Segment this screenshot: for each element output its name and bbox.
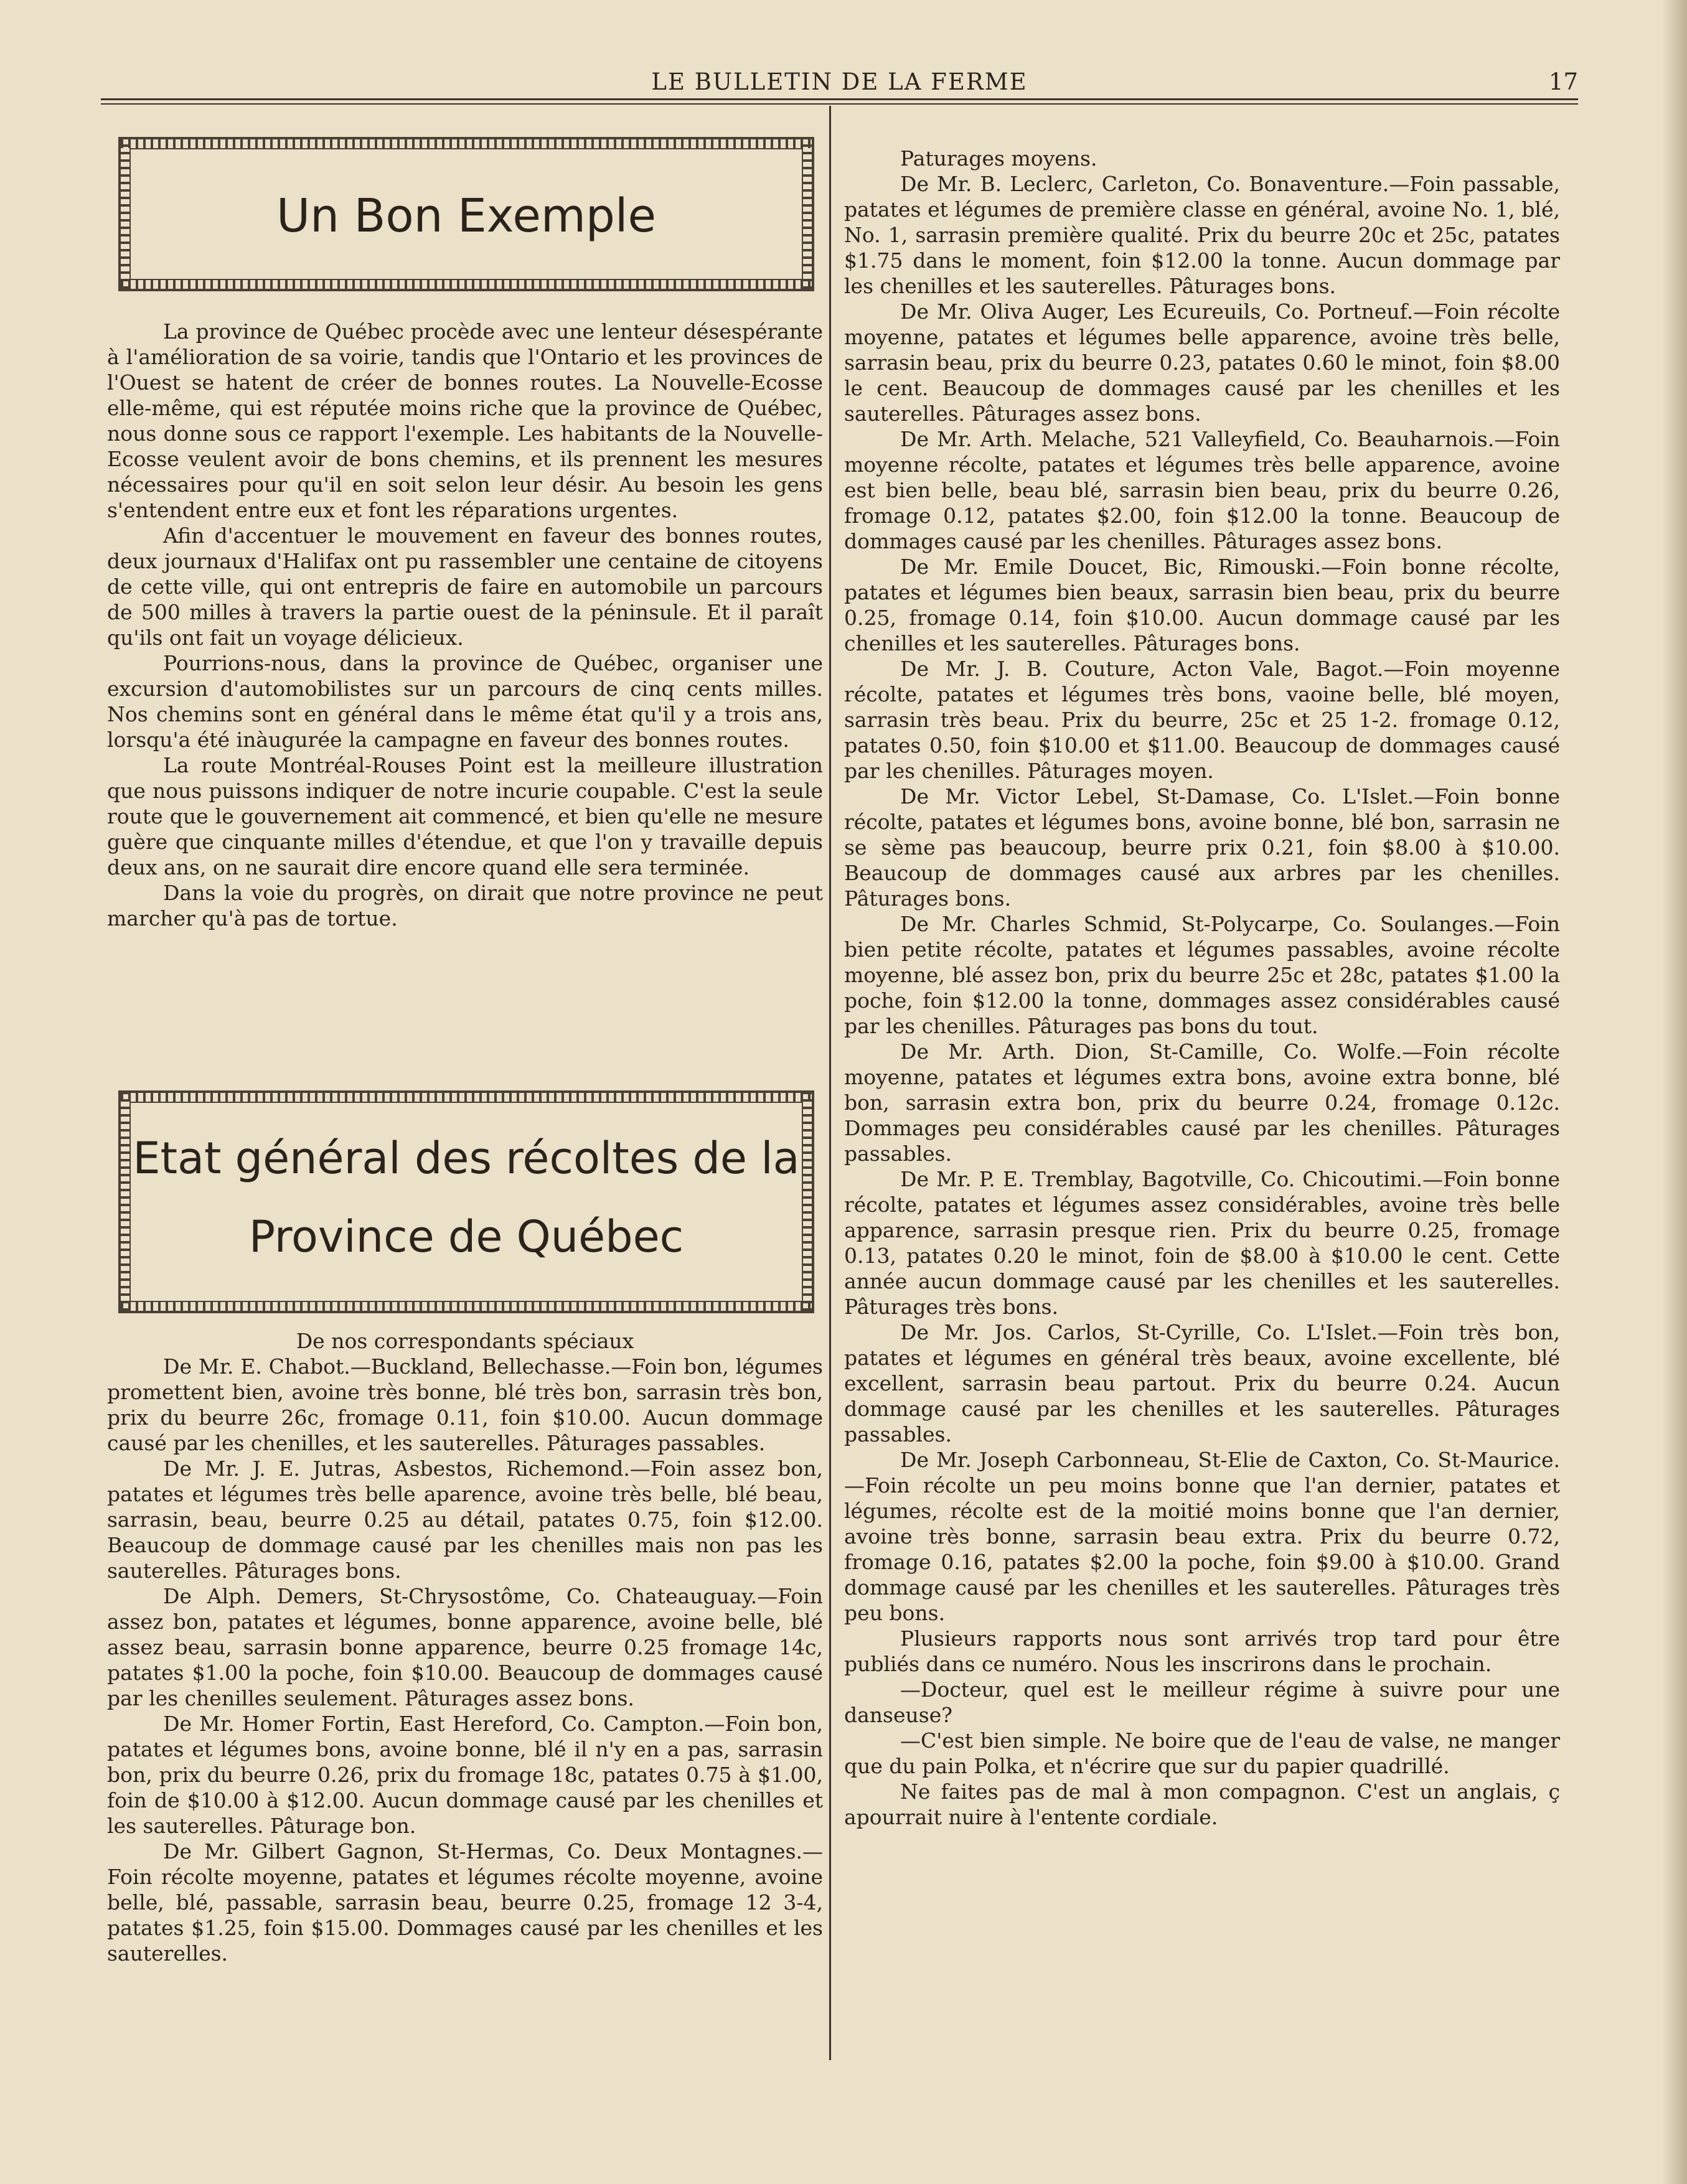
report-paragraph: De Mr. Jos. Carlos, St-Cyrille, Co. L'Islet.—Foin très bon, patates et légumes en général très beaux, avoine excellente, blé excellent, sarrasin beau partout. Prix du beurre 0.24. Aucun dommage causé par les chenilles et les sauterelles. Pâturages passables. — [844, 1320, 1560, 1446]
article-body-recoltes-left — [107, 1328, 823, 1966]
report-paragraph: De Mr. Gilbert Gagnon, St-Hermas, Co. Deux Montagnes.—Foin récolte moyenne, patates et légumes récolte moyenne, avoine belle, blé, passable, sarrasin beau, beurre 0.25, fromage 12 3-4, patates $1.25, foin $15.00. Dommages causé par les chenilles et les sauterelles. — [107, 1839, 823, 1966]
report-paragraph: Paturages moyens. — [900, 146, 1097, 171]
paragraph: Dans la voie du progrès, on dirait que notre province ne peut marcher qu'à pas de tortue. — [107, 881, 823, 930]
publication-title: LE BULLETIN DE LA FERME — [651, 68, 1028, 95]
column-divider — [829, 106, 831, 2060]
header-rule-thin — [101, 103, 1578, 105]
report-paragraph: De Mr. P. E. Tremblay, Bagotville, Co. Chicoutimi.—Foin bonne récolte, patates et légumes assez considérables, avoine très belle apparence, sarrasin presque rien. Prix du beurre 0.25, fromage 0.13, patates 0.20 le minot, foin de $8.00 à $10.00 le cent. Cette année aucun dommage causé par les chenilles et les sauterelles. Pâturages très bons. — [844, 1167, 1560, 1319]
report-paragraph: De Alph. Demers, St-Chrysostôme, Co. Chateauguay.—Foin assez bon, patates et légumes, bonne apparence, avoine belle, blé assez beau, sarrasin bonne apparence, beurre 0.25 fromage 14c, patates $1.00 la poche, foin $10.00. Beaucoup de dommages causé par les chenilles seulement. Pâturages assez bons. — [107, 1584, 823, 1710]
report-paragraph: De Mr. J. B. Couture, Acton Vale, Bagot.—Foin moyenne récolte, patates et légumes très bons, vaoine belle, blé moyen, sarrasin très beau. Prix du beurre, 25c et 25 1-2. fromage 0.12, patates 0.50, foin $10.00 et $11.00. Beaucoup de dommages causé par les chenilles. Pâturages moyen. — [844, 657, 1560, 783]
report-paragraph: De Mr. Homer Fortin, East Hereford, Co. Campton.—Foin bon, patates et légumes bons, avoine bonne, blé il n'y en a pas, sarrasin bon, prix du beurre 0.26, prix du fromage 18c, patates 0.75 à $1.00, foin de $10.00 à $12.00. Aucun dommage causé par les chenilles et les sauterelles. Pâturage bon. — [107, 1712, 823, 1838]
report-paragraph: De Mr. Charles Schmid, St-Polycarpe, Co. Soulanges.—Foin bien petite récolte, patates et légumes passables, avoine récolte moyenne, blé assez bon, prix du beurre 25c et 28c, patates $1.00 la poche, foin $12.00 la tonne, dommages assez considérables causé par les chenilles. Pâturages pas bons du tout. — [844, 912, 1560, 1038]
paragraph: Pourrions-nous, dans la province de Québec, organiser une excursion d'automobilistes sur un parcours de cinq cents milles. Nos chemins sont en général dans le même état qu'il y a trois ans, lorsqu'a été inàugurée la campagne en faveur des bonnes routes. — [107, 651, 823, 752]
joke-paragraph: Ne faites pas de mal à mon compagnon. C'est un anglais, ç apourrait nuire à l'entente cordiale. — [844, 1779, 1560, 1829]
article-title: Un Bon Exemple — [276, 189, 656, 243]
article-title-line1: Etat général des récoltes de la — [133, 1133, 800, 1184]
closing-note: Plusieurs rapports nous sont arrivés trop tard pour être publiés dans ce numéro. Nous les inscrirons dans le prochain. — [844, 1626, 1560, 1676]
article-body-recoltes-right — [844, 146, 1560, 1830]
report-paragraph: De Mr. J. E. Jutras, Asbestos, Richemond.—Foin assez bon, patates et légumes très belle aparence, avoine très belle, blé beau, sarrasin, beau, beurre 0.25 au détail, patates 0.75, foin $12.00. Beaucoup de dommage causé par les chenilles mais non pas les sauterelles. Pâturages bons. — [107, 1456, 823, 1583]
report-paragraph: De Mr. B. Leclerc, Carleton, Co. Bonaventure.—Foin passable, patates et légumes de première classe en général, avoine No. 1, blé, No. 1, sarrasin première qualité. Prix du beurre 20c et 25c, patates $1.75 dans le moment, foin $12.00 la tonne. Aucun dommage par les chenilles et les sauterelles. Pâturages bons. — [844, 172, 1560, 298]
article-subtitle: De nos correspondants spéciaux — [296, 1329, 634, 1353]
paragraph: La route Montréal-Rouses Point est la meilleure illustration que nous puissons indiquer de notre incurie coupable. C'est la seule route que le gouvernement ait commencé, et bien qu'elle ne mesure guère que cinquante milles d'étendue, et que l'on y travaille depuis deux ans, on ne saurait dire encore quand elle sera terminée. — [107, 753, 823, 879]
title-box-un-bon-exemple — [118, 137, 814, 291]
report-paragraph: De Mr. Arth. Melache, 521 Valleyfield, Co. Beauharnois.—Foin moyenne récolte, patates et légumes très belle apparence, avoine est bien belle, beau blé, sarrasin bien beau, prix du beurre 0.26, fromage 0.12, patates $2.00, foin $12.00 la tonne. Beaucoup de dommages causé par les chenilles. Pâturages assez bons. — [844, 427, 1560, 553]
title-box-etat-general — [118, 1090, 814, 1313]
page-number: 17 — [1548, 68, 1578, 95]
joke-line: —Docteur, quel est le meilleur régime à suivre pour une danseuse? — [844, 1677, 1560, 1727]
paragraph: Afin d'accentuer le mouvement en faveur des bonnes routes, deux journaux d'Halifax ont pu rassembler une centaine de citoyens de cette ville, qui ont entrepris de faire en automobile un parcours de 500 milles à travers la partie ouest de la péninsule. Et il paraît qu'ils ont fait un voyage délicieux. — [107, 523, 823, 650]
report-paragraph: De Mr. Joseph Carbonneau, St-Elie de Caxton, Co. St-Maurice.—Foin récolte un peu moins bonne que l'an dernier, patates et légumes, récolte est de la moitié moins bonne que l'an dernier, avoine très bonne, sarrasin beau extra. Prix du beurre 0.72, fromage 0.16, patates $2.00 la poche, foin $9.00 à $10.00. Grand dommage causé par les chenilles et les sauterelles. Pâturages très peu bons. — [844, 1448, 1560, 1625]
report-paragraph: De Mr. Emile Doucet, Bic, Rimouski.—Foin bonne récolte, patates et légumes bien beaux, sarrasin bien beau, prix du beurre 0.25, fromage 0.14, foin $10.00. Aucun dommage causé par les chenilles et les sauterelles. Pâturages bons. — [844, 555, 1560, 655]
article-body-un-bon-exemple — [107, 319, 823, 931]
report-paragraph: De Mr. Victor Lebel, St-Damase, Co. L'Islet.—Foin bonne récolte, patates et légumes bons, avoine bonne, blé bon, sarrasin ne se sème pas beaucoup, beurre prix 0.21, foin $8.00 à $10.00. Beaucoup de dommages causé aux arbres par les chenilles. Pâturages bons. — [844, 784, 1560, 911]
page-header — [101, 68, 1578, 101]
report-paragraph: De Mr. E. Chabot.—Buckland, Bellechasse.—Foin bon, légumes promettent bien, avoine très bonne, blé très bon, sarrasin très bon, prix du beurre 26c, fromage 0.11, foin $10.00. Aucun dommage causé par les chenilles, et les sauterelles. Pâturages passables. — [107, 1354, 823, 1455]
report-paragraph: De Mr. Oliva Auger, Les Ecureuils, Co. Portneuf.—Foin récolte moyenne, patates et légumes belle apparence, avoine très belle, sarrasin beau, prix du beurre 0.23, patates 0.60 le minot, foin $8.00 le cent. Beaucoup de dommages causé par les chenilles et les sauterelles. Pâturages assez bons. — [844, 299, 1560, 426]
joke-line: —C'est bien simple. Ne boire que de l'eau de valse, ne manger que du pain Polka, et n'écrire que sur du papier quadrillé. — [844, 1728, 1560, 1778]
header-rule — [101, 98, 1578, 100]
paragraph: La province de Québec procède avec une lenteur désespérante à l'amélioration de sa voirie, tandis que l'Ontario et les provinces de l'Ouest se hatent de créer de bonnes routes. La Nouvelle-Ecosse elle-même, qui est réputée moins riche que la province de Québec, nous donne sous ce rapport l'exemple. Les habitants de la Nouvelle-Ecosse veulent avoir de bons chemins, et ils prennent les mesures nécessaires pour qu'il en soit selon leur désir. Au besoin les gens s'entendent entre eux et font les réparations urgentes. — [107, 319, 823, 522]
article-title-line2: Province de Québec — [248, 1211, 684, 1262]
report-paragraph: De Mr. Arth. Dion, St-Camille, Co. Wolfe.—Foin récolte moyenne, patates et légumes extra bons, avoine extra bonne, blé bon, sarrasin extra bon, prix du beurre 0.24, fromage 0.12c. Dommages peu considérables causé par les chenilles. Pâturages passables. — [844, 1039, 1560, 1166]
